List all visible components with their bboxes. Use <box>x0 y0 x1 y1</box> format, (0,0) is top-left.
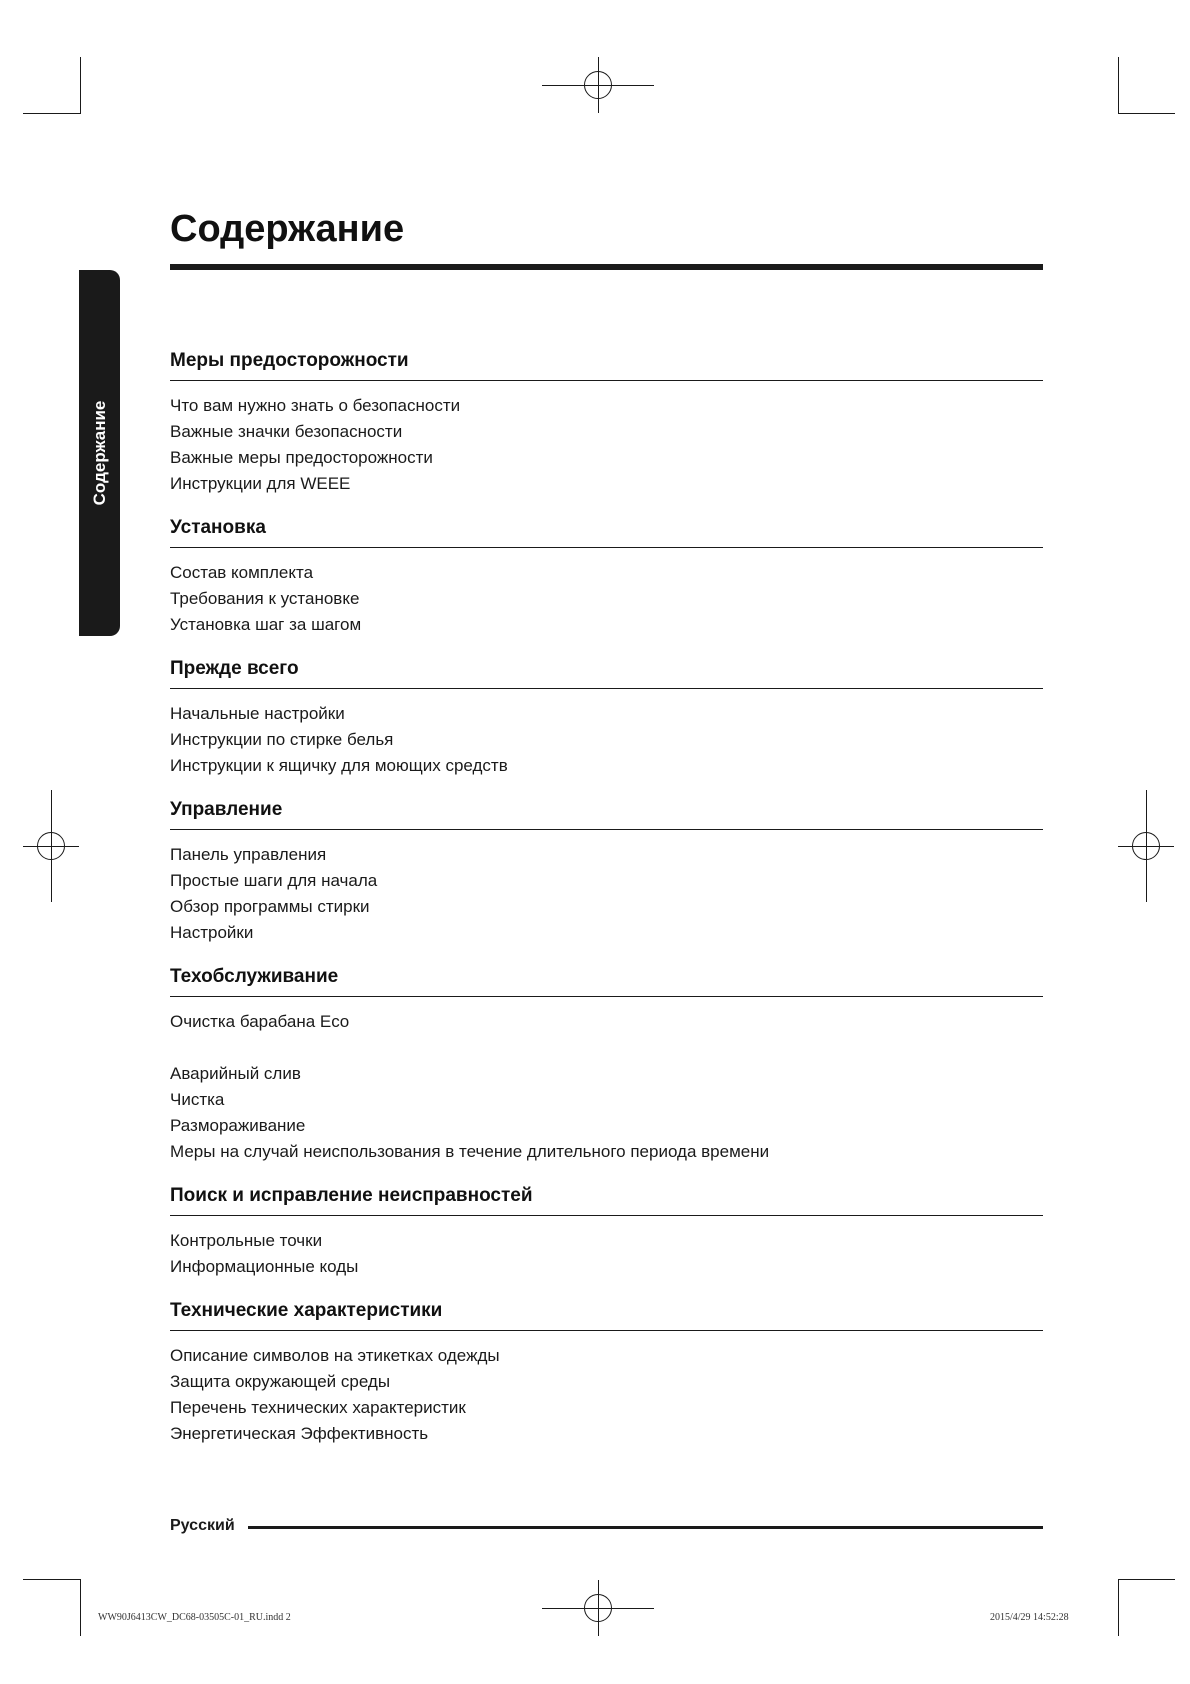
toc-item[interactable]: Энергетическая Эффективность <box>170 1424 429 1443</box>
toc-section <box>170 350 1043 497</box>
section-heading[interactable]: Технические характеристики <box>170 1300 1043 1331</box>
section-heading[interactable]: Меры предосторожности <box>170 350 1043 381</box>
crop-mark <box>1118 1579 1175 1580</box>
toc-item[interactable]: Аварийный слив <box>170 1064 301 1083</box>
footer-rule <box>248 1526 1043 1529</box>
section-heading[interactable]: Поиск и исправление неисправностей <box>170 1185 1043 1216</box>
table-of-contents <box>170 350 1043 1467</box>
toc-item[interactable]: Меры на случай неиспользования в течение длительного периода времени <box>170 1142 770 1161</box>
toc-section <box>170 658 1043 779</box>
crop-mark <box>1118 57 1119 114</box>
section-heading[interactable]: Установка <box>170 517 1043 548</box>
crop-mark <box>80 57 81 114</box>
toc-item[interactable]: Обзор программы стирки <box>170 897 370 916</box>
crop-mark <box>80 1579 81 1636</box>
toc-item[interactable]: Настройки <box>170 923 254 942</box>
crop-mark <box>1118 113 1175 114</box>
toc-item[interactable]: Защита окружающей среды <box>170 1372 391 1391</box>
section-heading[interactable]: Техобслуживание <box>170 966 1043 997</box>
side-tab <box>79 270 120 636</box>
toc-section <box>170 1185 1043 1280</box>
toc-section <box>170 517 1043 638</box>
toc-item[interactable]: Чистка <box>170 1090 225 1109</box>
side-tab-label: Содержание <box>89 400 109 506</box>
toc-item[interactable]: Что вам нужно знать о безопасности <box>170 396 461 415</box>
toc-section <box>170 1300 1043 1447</box>
toc-section <box>170 799 1043 946</box>
section-heading[interactable]: Управление <box>170 799 1043 830</box>
registration-circle <box>1132 832 1160 860</box>
toc-item[interactable]: Простые шаги для начала <box>170 871 378 890</box>
section-heading[interactable]: Прежде всего <box>170 658 1043 689</box>
crop-mark <box>23 113 80 114</box>
page-title: Содержание <box>170 208 405 250</box>
toc-item[interactable]: Установка шаг за шагом <box>170 615 362 634</box>
toc-item[interactable]: Важные меры предосторожности <box>170 448 433 467</box>
toc-item[interactable]: Требования к установке <box>170 589 360 608</box>
footer-language: Русский <box>170 1517 235 1534</box>
crop-mark <box>23 1579 80 1580</box>
toc-item[interactable]: Контрольные точки <box>170 1231 323 1250</box>
toc-item[interactable]: Описание символов на этикетках одежды <box>170 1346 500 1365</box>
toc-item[interactable]: Состав комплекта <box>170 563 314 582</box>
toc-item[interactable]: Важные значки безопасности <box>170 422 403 441</box>
toc-item[interactable]: Начальные настройки <box>170 704 345 723</box>
toc-item[interactable]: Перечень технических характеристик <box>170 1398 466 1417</box>
file-slug: WW90J6413CW_DC68-03505C-01_RU.indd 2 <box>98 1612 291 1623</box>
toc-item[interactable]: Панель управления <box>170 845 327 864</box>
toc-item[interactable]: Инструкции для WEEE <box>170 474 351 493</box>
registration-circle <box>37 832 65 860</box>
toc-item[interactable]: Очистка барабана Eco <box>170 1012 350 1031</box>
toc-item[interactable]: Инструкции к ящичку для моющих средств <box>170 756 508 775</box>
registration-circle <box>584 71 612 99</box>
toc-item[interactable]: Размораживание <box>170 1116 306 1135</box>
crop-mark <box>1118 1579 1119 1636</box>
title-rule <box>170 264 1043 270</box>
toc-section <box>170 966 1043 1165</box>
toc-item[interactable]: Информационные коды <box>170 1257 359 1276</box>
timestamp-slug: 2015/4/29 14:52:28 <box>990 1612 1069 1623</box>
toc-item[interactable]: Инструкции по стирке белья <box>170 730 394 749</box>
registration-circle <box>584 1594 612 1622</box>
